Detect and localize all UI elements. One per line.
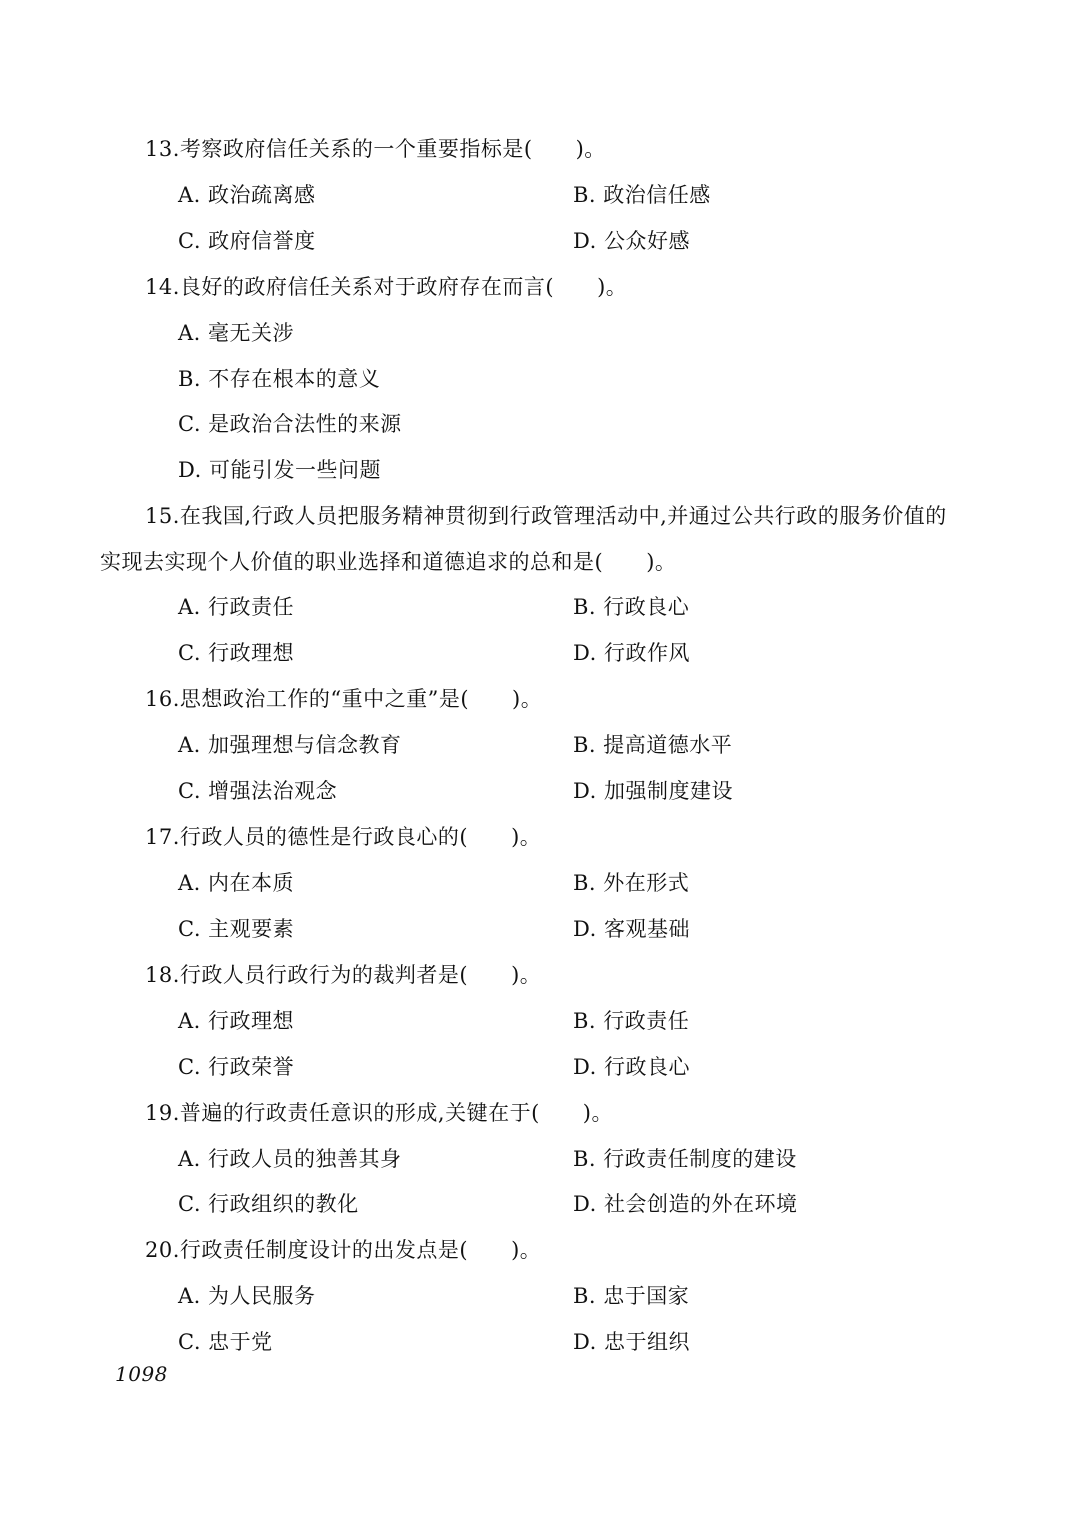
question-20-option-d: D. 忠于组织 (573, 1330, 690, 1354)
question-17-option-a: A. 内在本质 (178, 871, 295, 895)
question-16-option-d: D. 加强制度建设 (573, 779, 733, 803)
question-14-option-d: D. 可能引发一些问题 (178, 458, 381, 482)
question-18-option-c: C. 行政荣誉 (178, 1055, 295, 1079)
question-16-option-b: B. 提高道德水平 (573, 733, 733, 757)
page-number: 1098 (115, 1362, 168, 1386)
question-15-stem-continued: 实现去实现个人价值的职业选择和道德追求的总和是( )。 (100, 550, 677, 574)
question-14-option-c: C. 是政治合法性的来源 (178, 412, 402, 436)
question-13-option-c: C. 政府信誉度 (178, 229, 316, 253)
question-14-option-a: A. 毫无关涉 (178, 321, 295, 345)
question-17-stem: 17.行政人员的德性是行政良心的( )。 (145, 825, 542, 849)
question-18-option-b: B. 行政责任 (573, 1009, 690, 1033)
question-20-option-a: A. 为人民服务 (178, 1284, 316, 1308)
question-15-option-d: D. 行政作风 (573, 641, 690, 665)
question-19-option-b: B. 行政责任制度的建设 (573, 1147, 797, 1171)
question-13-option-b: B. 政治信任感 (573, 183, 711, 207)
question-19-option-d: D. 社会创造的外在环境 (573, 1192, 798, 1216)
question-20-option-b: B. 忠于国家 (573, 1284, 690, 1308)
question-20-stem: 20.行政责任制度设计的出发点是( )。 (145, 1238, 542, 1262)
question-15-option-a: A. 行政责任 (178, 595, 295, 619)
question-13-stem: 13.考察政府信任关系的一个重要指标是( )。 (145, 137, 606, 161)
question-18-option-a: A. 行政理想 (178, 1009, 295, 1033)
question-18-option-d: D. 行政良心 (573, 1055, 690, 1079)
question-17-option-c: C. 主观要素 (178, 917, 295, 941)
question-13-option-a: A. 政治疏离感 (178, 183, 316, 207)
question-16-stem: 16.思想政治工作的“重中之重”是( )。 (145, 687, 543, 711)
question-16-option-a: A. 加强理想与信念教育 (178, 733, 402, 757)
question-20-option-c: C. 忠于党 (178, 1330, 273, 1354)
question-16-option-c: C. 增强法治观念 (178, 779, 338, 803)
question-13-option-d: D. 公众好感 (573, 229, 690, 253)
question-15-stem: 15.在我国,行政人员把服务精神贯彻到行政管理活动中,并通过公共行政的服务价值的 (145, 504, 947, 528)
question-19-option-c: C. 行政组织的教化 (178, 1192, 359, 1216)
question-14-stem: 14.良好的政府信任关系对于政府存在而言( )。 (145, 275, 628, 299)
question-17-option-d: D. 客观基础 (573, 917, 690, 941)
question-17-option-b: B. 外在形式 (573, 871, 690, 895)
question-19-stem: 19.普遍的行政责任意识的形成,关键在于( )。 (145, 1101, 613, 1125)
question-18-stem: 18.行政人员行政行为的裁判者是( )。 (145, 963, 542, 987)
question-14-option-b: B. 不存在根本的意义 (178, 367, 381, 391)
question-15-option-b: B. 行政良心 (573, 595, 690, 619)
question-15-option-c: C. 行政理想 (178, 641, 295, 665)
question-19-option-a: A. 行政人员的独善其身 (178, 1147, 402, 1171)
